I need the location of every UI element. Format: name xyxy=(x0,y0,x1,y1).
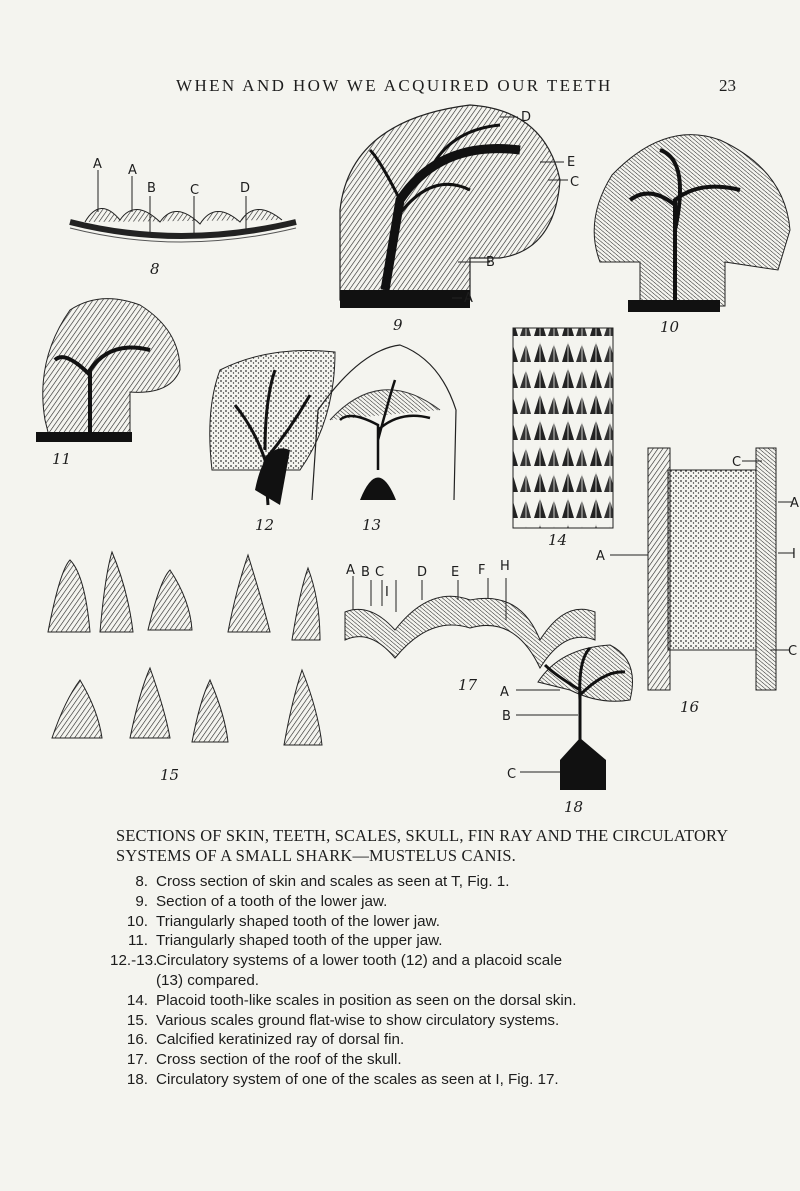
fig8-label: 8 xyxy=(150,260,160,278)
figure-18 xyxy=(500,645,633,816)
legend-item: 8. Cross section of skin and scales as seen at T, Fig. 1. xyxy=(135,873,510,890)
fig8-letter-d: D xyxy=(240,181,251,196)
figure-11 xyxy=(36,299,180,468)
fig9-letter-e: E xyxy=(567,155,576,170)
fig15-label: 15 xyxy=(160,766,180,784)
figure-9 xyxy=(340,105,579,334)
fig10-label: 10 xyxy=(660,318,680,336)
figure-14 xyxy=(513,328,613,549)
fig14-label: 14 xyxy=(548,531,568,549)
legend-item: 11. Triangularly shaped tooth of the upper jaw. xyxy=(128,932,443,950)
legend-item: 17. Cross section of the roof of the skull. xyxy=(126,1051,402,1069)
fig16-letter-c2: C xyxy=(788,644,798,659)
fig8-letter-a1: A xyxy=(93,157,102,172)
figure-legend xyxy=(110,873,778,1091)
page-number: 23 xyxy=(719,76,736,95)
fig13-label: 13 xyxy=(362,516,382,534)
fig17-letter-i: I xyxy=(385,585,389,600)
fig9-letter-a: A xyxy=(464,291,473,306)
figure-15 xyxy=(48,552,322,784)
legend-item: 14. Placoid tooth-like scales in position as seen on the dorsal skin. xyxy=(126,991,577,1009)
legend-item: 18. Circulatory system of one of the scales as seen at I, Fig. 17. xyxy=(126,1070,559,1088)
fig17-label: 17 xyxy=(458,676,478,694)
fig9-label: 9 xyxy=(393,316,403,334)
fig9-letter-d: D xyxy=(521,110,532,125)
fig17-letter-c: C xyxy=(375,565,385,580)
fig18-label: 18 xyxy=(564,798,584,816)
legend-item: 15. Various scales ground flat-wise to show circulatory systems. xyxy=(126,1011,560,1029)
fig9-letter-c: C xyxy=(570,175,580,190)
fig9-letter-b: B xyxy=(486,255,495,270)
figure-plate xyxy=(0,95,800,820)
fig18-letter-c: C xyxy=(507,767,517,782)
legend-item-continuation: (13) compared. xyxy=(156,971,259,989)
legend-item: 16. Calcified keratinized ray of dorsal fin. xyxy=(126,1031,405,1049)
fig16-label: 16 xyxy=(680,698,700,716)
fig16-letter-a2: A xyxy=(596,549,605,564)
fig16-letter-i: I xyxy=(792,547,796,562)
fig17-letter-d: D xyxy=(417,565,428,580)
fig12-label: 12 xyxy=(255,516,275,534)
fig18-letter-b: B xyxy=(502,709,511,724)
legend-item: 10. Triangularly shaped tooth of the lower jaw. xyxy=(126,912,440,930)
fig8-letter-c: C xyxy=(190,183,200,198)
fig17-letter-b: B xyxy=(361,565,370,580)
fig17-letter-f: F xyxy=(478,563,486,578)
fig16-letter-a1: A xyxy=(790,496,799,511)
fig17-letter-e: E xyxy=(451,565,460,580)
fig11-label: 11 xyxy=(52,450,72,468)
fig8-letter-b: B xyxy=(147,181,156,196)
running-title: WHEN AND HOW WE ACQUIRED OUR TEETH xyxy=(176,76,613,95)
fig16-letter-c1: C xyxy=(732,455,742,470)
fig18-letter-a: A xyxy=(500,685,509,700)
legend-item: 12.-13. Circulatory systems of a lower tooth (12) and a placoid scale xyxy=(110,952,563,970)
fig17-letter-h: H xyxy=(500,559,510,574)
plate-caption: SECTIONS OF SKIN, TEETH, SCALES, SKULL, FIN RAY AND THE CIRCULATORY SYSTEMS OF A SMALL SHARK—MUSTELUS CANIS. xyxy=(116,826,728,865)
fig8-letter-a2: A xyxy=(128,163,137,178)
legend-item: 9. Section of a tooth of the lower jaw. xyxy=(135,892,388,910)
figure-10 xyxy=(594,135,790,336)
figure-8 xyxy=(70,157,296,278)
fig17-letter-a: A xyxy=(346,563,355,578)
